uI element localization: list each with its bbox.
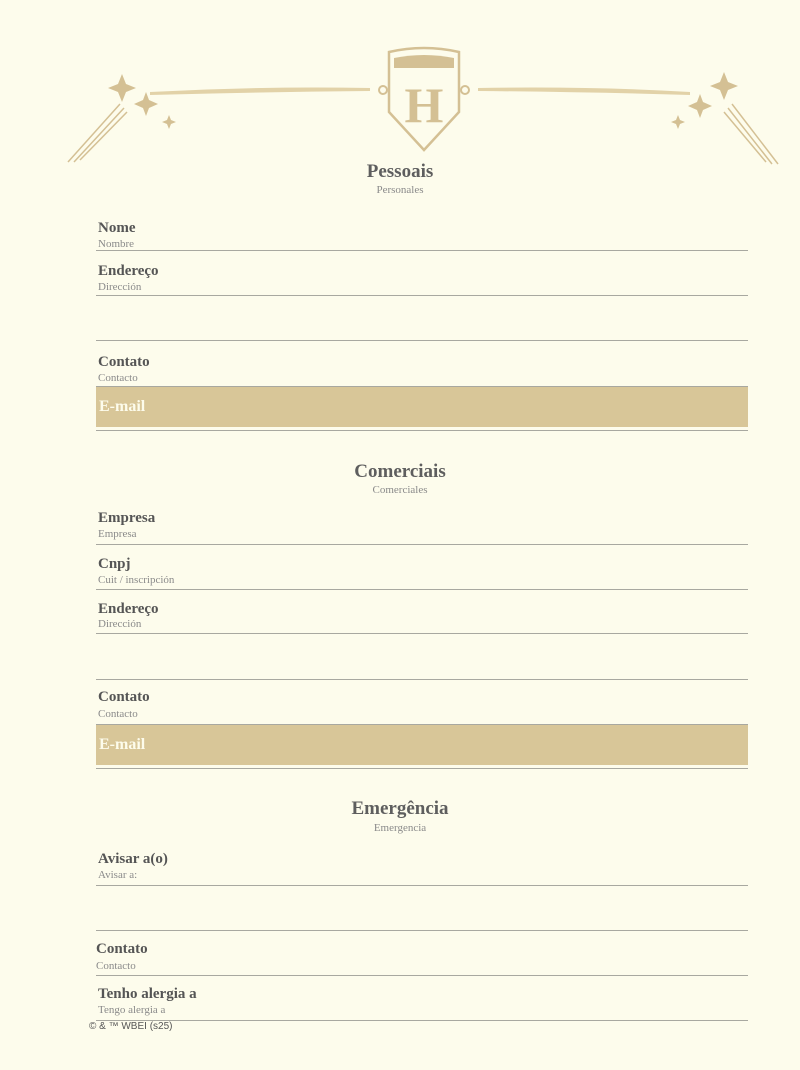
email-label: E-mail	[99, 398, 146, 415]
emergency-contact-label: Contato	[96, 941, 148, 957]
company-label: Empresa	[98, 510, 156, 526]
address-label: Endereço	[98, 263, 159, 279]
right-sparkles-icon	[671, 72, 738, 129]
contact-label: Contato	[98, 354, 150, 370]
name-label: Nome	[98, 220, 136, 236]
commercial-contact-sublabel: Contacto	[98, 708, 138, 720]
commercial-email-field[interactable]	[96, 724, 748, 765]
commercial-address-sublabel: Dirección	[98, 618, 142, 630]
right-shooting-star-icon	[724, 104, 778, 164]
company-line[interactable]	[96, 544, 748, 545]
left-flourish	[150, 88, 370, 96]
address-line-2[interactable]	[96, 340, 748, 341]
commercial-address-line-2[interactable]	[96, 679, 748, 680]
hogwarts-crest-icon	[389, 48, 459, 150]
left-shooting-star-icon	[68, 104, 127, 162]
notify-line-1[interactable]	[96, 885, 748, 886]
notify-label: Avisar a(o)	[98, 851, 168, 867]
email-field[interactable]	[96, 386, 748, 427]
commercial-section-title: Comerciais	[354, 461, 446, 482]
commercial-address-label: Endereço	[98, 601, 159, 617]
cnpj-sublabel: Cuit / inscripción	[98, 574, 175, 586]
commercial-email-label: E-mail	[99, 736, 146, 753]
right-flourish	[478, 88, 690, 96]
name-sublabel: Nombre	[98, 238, 135, 250]
cnpj-line[interactable]	[96, 589, 748, 590]
emergency-section-title: Emergência	[351, 798, 449, 819]
address-sublabel: Dirección	[98, 281, 142, 293]
personal-section-title: Pessoais	[366, 161, 434, 182]
personal-section-subtitle: Personales	[376, 184, 424, 196]
company-sublabel: Empresa	[98, 528, 137, 540]
header-ornament	[0, 0, 800, 170]
address-line-1[interactable]	[96, 295, 748, 296]
emergency-contact-sublabel: Contacto	[96, 960, 136, 972]
svg-text:HOGWARTS: HOGWARTS	[395, 58, 453, 68]
allergy-line[interactable]	[96, 1020, 748, 1021]
allergy-label: Tenho alergia a	[98, 986, 197, 1002]
copyright-notice: © & ™ WBEI (s25)	[89, 1021, 173, 1032]
notify-line-2[interactable]	[96, 930, 748, 931]
commercial-contact-label: Contato	[98, 689, 150, 705]
commercial-email-line	[96, 768, 748, 769]
allergy-sublabel: Tengo alergia a	[98, 1004, 166, 1016]
cnpj-label: Cnpj	[98, 556, 131, 572]
emergency-section-subtitle: Emergencia	[373, 822, 427, 834]
commercial-address-line-1[interactable]	[96, 633, 748, 634]
email-line	[96, 430, 748, 431]
svg-text:H: H	[404, 77, 444, 133]
contact-sublabel: Contacto	[98, 372, 138, 384]
name-line[interactable]	[96, 250, 748, 251]
commercial-section-subtitle: Comerciales	[372, 484, 428, 496]
notify-sublabel: Avisar a:	[98, 869, 138, 881]
emergency-contact-line[interactable]	[96, 975, 748, 976]
